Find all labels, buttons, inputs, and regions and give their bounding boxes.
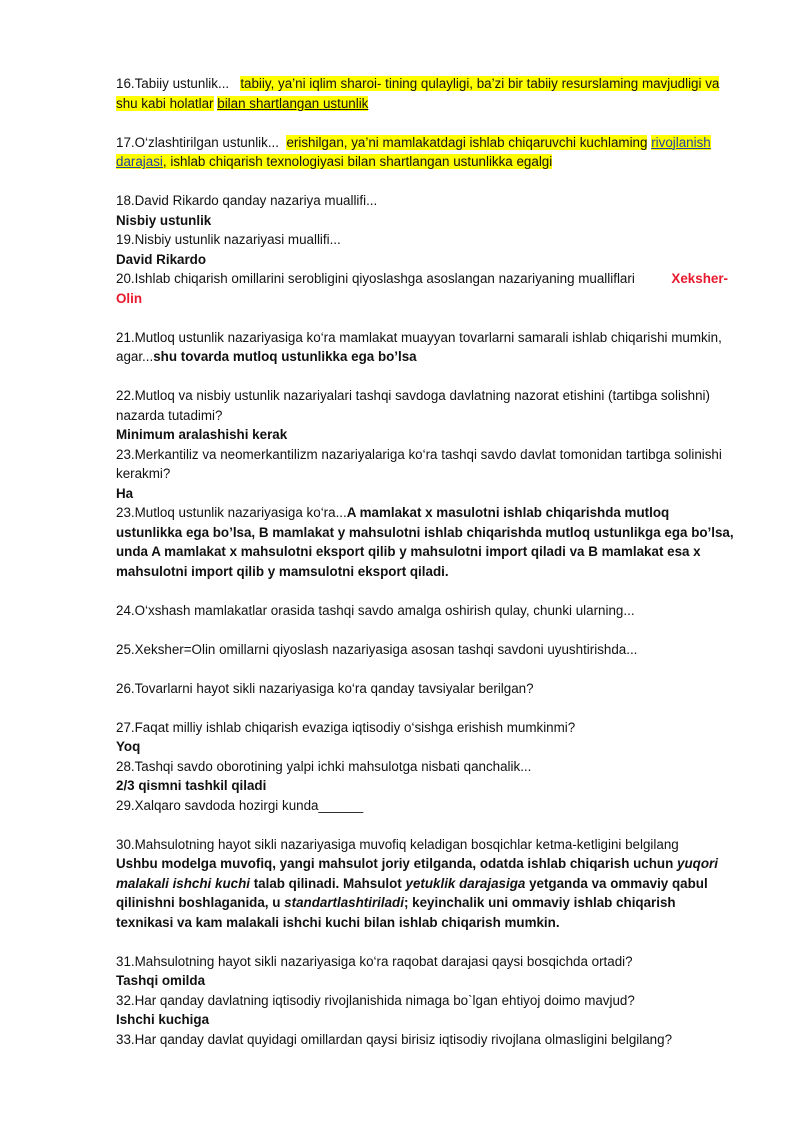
- document-body: [116, 74, 736, 1049]
- question-24: 24.O‘xshash mamlakatlar orasida tashqi savdo amalga oshirish qulay, chunki ularning...: [116, 602, 635, 618]
- answer-18: Nisbiy ustunlik: [116, 212, 212, 228]
- question-20: [116, 269, 736, 289]
- question-17-text: 17.O‘zlashtirilgan ustunlik...: [116, 134, 279, 150]
- question-27: 27.Faqat milliy ishlab chiqarish evaziga iqtisodiy o‘sishga erishish mumkinmi?: [116, 719, 576, 735]
- question-17-answer: erishilgan, ya’ni mamlakatdagi ishlab chiqaruvchi kuchlaming: [286, 134, 648, 150]
- question-21-text: 21.Mutloq ustunlik nazariyasiga ko‘ra mamlakat muayyan tovarlarni samarali ishlab chiqarishi mumkin, agar...: [116, 329, 722, 364]
- answer-23b: A mamlakat x masulotni ishlab chiqarishda mutloq ustunlikka ega bo’lsa, B mamlakat y mahsulotni ishlab chiqarishda mutloq ustunlikga ega bo’lsa, unda A mamlakat x mahsulotni eksport qilib y mahsulotni import qiladi va B mamlakat esa x mahsulotni import qilib y mamsulotni eksport qiladi.: [116, 505, 734, 579]
- question-25: 25.Xeksher=Olin omillarni qiyoslash nazariyasiga asosan tashqi savdoni uyushtirishda...: [116, 641, 638, 657]
- question-22: 22.Mutloq va nisbiy ustunlik nazariyalari tashqi savdoga davlatning nazorat etishini (tartibga solishni) nazarda tutadimi?: [116, 388, 710, 423]
- answer-27: Yoq: [116, 739, 141, 754]
- question-23a: 23.Merkantiliz va neomerkantilizm nazariyalariga ko‘ra tashqi savdo davlat tomonidan tartibga solinishi kerakmi?: [116, 446, 722, 481]
- answer-23a: Ha: [116, 485, 134, 501]
- question-28: 28.Tashqi savdo oborotining yalpi ichki mahsulotga nisbati qanchalik...: [116, 758, 532, 774]
- answer-19: David Rikardo: [116, 251, 207, 267]
- question-32: 32.Har qanday davlatning iqtisodiy rivojlanishida nimaga bo`lgan ehtiyoj doimo mavjud?: [116, 992, 635, 1008]
- question-21: [116, 328, 736, 367]
- answer-32: Ishchi kuchiga: [116, 1012, 210, 1027]
- answer-28: 2/3 qismni tashkil qiladi: [116, 778, 267, 793]
- answer-30-part-5: yetganda va ommaviy qabul qilinishni boshlaganida, u: [116, 875, 708, 910]
- question-33: 33.Har qanday davlat quyidagi omillardan qaysi birisiz iqtisodiy rivojlana olmasligini belgilang?: [116, 1031, 673, 1047]
- answer-30-part-6: standartlashtiriladi: [284, 895, 404, 910]
- question-17-answer-rest: , ishlab chiqarish texnologiyasi bilan shartlangan ustunlikka egalgi: [162, 154, 553, 169]
- answer-22: Minimum aralashishi kerak: [116, 427, 288, 442]
- question-16-answer-underlined: bilan shartlangan ustunlik: [217, 95, 369, 111]
- question-19: 19.Nisbiy ustunlik nazariyasi muallifi...: [116, 232, 341, 247]
- question-16-answer: tabiiy, ya’ni iqlim sharoi- tining qulayligi, ba’zi bir tabiiy resurslaming mavjudligi va shu kabi holatlar: [116, 76, 720, 111]
- question-16: [116, 74, 736, 113]
- question-20-text: 20.Ishlab chiqarish omillarini serobligini qiyoslashga asoslangan nazariyaning mualliflari: [116, 271, 635, 286]
- question-30: 30.Mahsulotning hayot sikli nazariyasiga muvofiq keladigan bosqichlar ketma-ketligini belgilang: [116, 836, 679, 852]
- question-18: 18.David Rikardo qanday nazariya muallifi...: [116, 193, 378, 208]
- answer-30-part-3: talab qilinadi. Mahsulot: [253, 875, 402, 891]
- answer-20-part-b: Olin: [116, 290, 143, 306]
- answer-30-part-4: yetuklik darajasiga: [405, 875, 526, 891]
- answer-30-part-1: Ushbu modelga muvofiq, yangi mahsulot joriy etilganda, odatda ishlab chiqarish uchun: [116, 856, 674, 871]
- answer-30-part-2: yuqori malakali ishchi kuchi: [116, 856, 718, 891]
- answer-31: Tashqi omilda: [116, 973, 206, 988]
- question-31: 31.Mahsulotning hayot sikli nazariyasiga ko‘ra raqobat darajasi qaysi bosqichda ortadi?: [116, 953, 633, 969]
- question-29: 29.Xalqaro savdoda hozirgi kunda______: [116, 797, 364, 813]
- question-16-text: 16.Tabiiy ustunlik...: [116, 76, 230, 91]
- question-26: 26.Tovarlarni hayot sikli nazariyasiga ko‘ra qanday tavsiyalar berilgan?: [116, 680, 534, 696]
- answer-30-part-7: ; keyinchalik uni ommaviy ishlab chiqarish texnikasi va kam malakali ishchi kuchi bilan ishlab chiqarish mumkin.: [116, 895, 676, 930]
- question-17: [116, 133, 736, 172]
- answer-30: [116, 854, 736, 932]
- question-23b: [116, 503, 736, 581]
- answer-21: shu tovarda mutloq ustunlikka ega bo’lsa: [153, 349, 417, 364]
- answer-20-part-a: Xeksher-: [671, 271, 728, 286]
- question-23b-text: 23.Mutloq ustunlik nazariyasiga ko‘ra...: [116, 505, 347, 520]
- question-17-link[interactable]: rivojlanish darajasi: [116, 134, 711, 169]
